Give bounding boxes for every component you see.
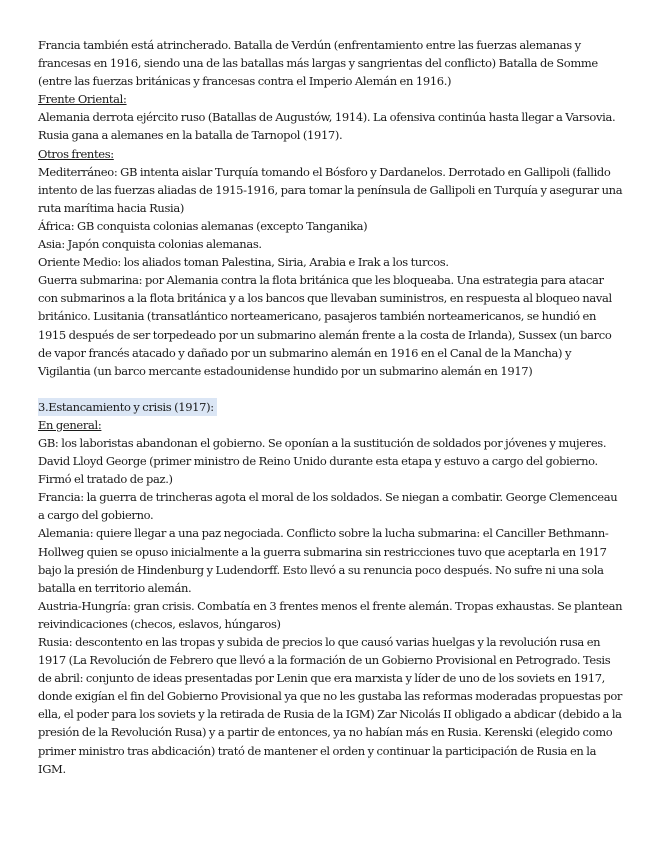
paragraph-germany: Alemania: quiere llegar a una paz negociada. Conflicto sobre la lucha submarina: el Canciller Bethmann-Hollweg quien se opuso inicialmente a la guerra submarina sin restricciones tuvo que aceptarla en 1917 bajo la presión de Hindenburg y Ludendorff. Esto llevó a su renuncia poco después. No sufre ni una sola batalla en territorio alemán. — [38, 526, 609, 595]
paragraph-france: Francia: la guerra de trincheras agota el moral de los soldados. Se niegan a combatir. George Clemenceau a cargo del gobierno. — [38, 490, 618, 523]
paragraph-gb: GB: los laboristas abandonan el gobierno. Se oponían a la sustitución de soldados por jóvenes y mujeres. David Lloyd George (primer ministro de Reino Unido durante esta etapa y estuvo a cargo del gobierno. Firmó el tratado de paz.) — [38, 435, 607, 487]
paragraph-africa: África: GB conquista colonias alemanas (excepto Tanganika) — [38, 218, 368, 233]
heading-other-fronts: Otros frentes: — [38, 146, 114, 161]
paragraph-russia: Rusia: descontento en las tropas y subida de precios lo que causó varias huelgas y la revolución rusa en 1917 (La Revolución de Febrero que llevó a la formación de un Gobierno Provisional en Petrogrado. Tesis de abril: conjunto de ideas presentadas por Lenin que era marxista y líder de uno de los soviets en 1917, donde exigían el fin del Gobierno Provisional ya que no les gustaba las reformas moderadas propuestas por ella, el poder para los soviets y la retirada de Rusia de la IGM) Zar Nicolás II obligado a abdicar (debido a la presión de la Revolución Rusa) y a partir de entonces, ya no habían más en Rusia. Kerenski (elegido como primer ministro tras abdicación) trató de mantener el orden y continuar la participación de Rusia en la IGM. — [38, 635, 623, 776]
paragraph-mediterranean: Mediterráneo: GB intenta aislar Turquía tomando el Bósforo y Dardanelos. Derrotado en Gallipoli (fallido intento de las fuerzas aliadas de 1915-1916, para tomar la península de Gallipoli en Turquía y asegurar una ruta marítima hacia Rusia) — [38, 164, 623, 215]
paragraph-middle-east: Oriente Medio: los aliados toman Palestina, Siria, Arabia e Irak a los turcos. — [38, 255, 449, 270]
paragraph-spacer — [38, 380, 625, 398]
section-title: 3.Estancamiento y crisis (1917): — [38, 398, 217, 416]
paragraph-eastern-front: Alemania derrota ejército ruso (Batallas de Augustów, 1914). La ofensiva continúa hasta llegar a Varsovia. Rusia gana a alemanes en la batalla de Tarnopol (1917). — [38, 110, 616, 143]
paragraph-submarine-war: Guerra submarina: por Alemania contra la flota británica que les bloqueaba. Una estrategia para atacar con submarinos a la flota británica y a los bancos que llevaban suministros, en respuesta al bloqueo naval británico. Lusitania (transatlántico norteamericano, pasajeros también norteamericanos, se hundió en 1915 después de ser torpedeado por un submarino alemán frente a la costa de Irlanda), Sussex (un barco de vapor francés atacado y dañado por un submarino alemán en 1916 en el Canal de la Mancha) y Vigilantia (un barco mercante estadounidense hundido por un submarino alemán en 1917) — [38, 273, 612, 378]
paragraph-austria-hungary: Austria-Hungría: gran crisis. Combatía en 3 frentes menos el frente alemán. Tropas exhaustas. Se plantean reivindicaciones (checos, eslavos, húngaros) — [38, 598, 623, 631]
heading-general: En general: — [38, 417, 102, 432]
heading-eastern-front: Frente Oriental: — [38, 92, 127, 107]
paragraph-verdun: Francia también está atrincherado. Batalla de Verdún (enfrentamiento entre las fuerzas alemanas y francesas en 1916, siendo una de las batallas más largas y sangrientas del conflicto) Batalla de Somme (entre las fuerzas británicas y francesas contra el Imperio Alemán en 1916.) — [38, 38, 598, 89]
paragraph-asia: Asia: Japón conquista colonias alemanas. — [38, 237, 262, 252]
